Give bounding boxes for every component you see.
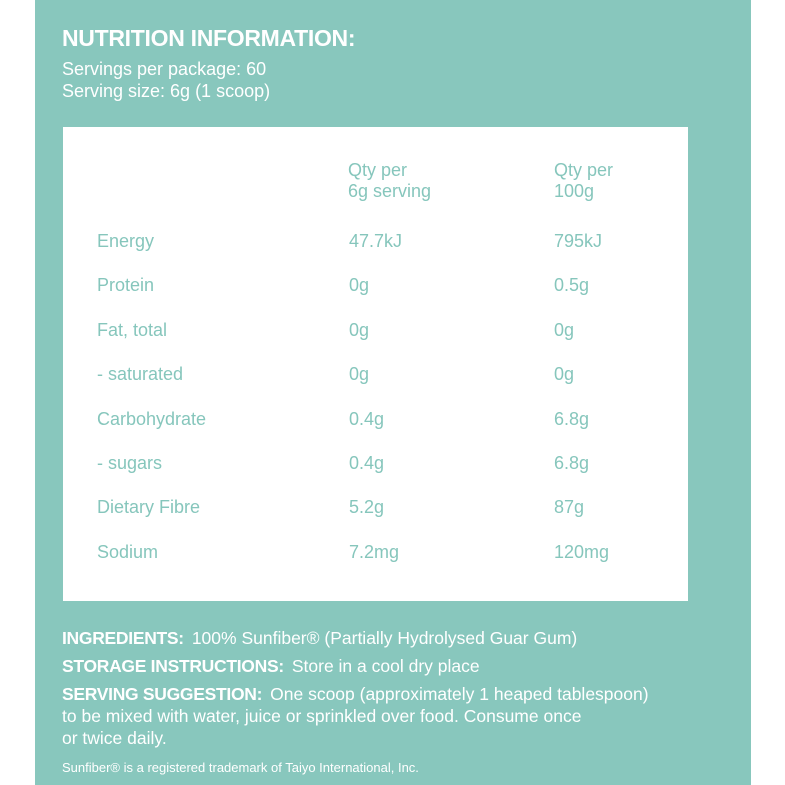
nutrient-name: - sugars [97, 453, 163, 473]
table-row [63, 409, 688, 433]
nutrient-name: Protein [97, 275, 155, 295]
column-header-line: 100g [554, 181, 595, 201]
nutrition-panel [35, 0, 751, 785]
table-row [63, 453, 688, 477]
nutrient-name: - saturated [97, 364, 184, 384]
storage-text: Store in a cool dry place [291, 656, 480, 676]
nutrient-name: Dietary Fibre [97, 497, 201, 517]
serving-size: Serving size: 6g (1 scoop) [62, 81, 271, 101]
serving-suggestion [62, 683, 649, 749]
column-header-per-serving [348, 160, 431, 202]
qty-per-serving: 0g [349, 320, 370, 340]
column-header-line: 6g serving [348, 181, 432, 201]
qty-per-100g: 0.5g [554, 275, 590, 295]
serving-label: SERVING SUGGESTION: [62, 684, 263, 704]
qty-per-serving: 0.4g [349, 453, 385, 473]
nutrient-name: Sodium [97, 542, 159, 562]
qty-per-100g: 87g [554, 497, 585, 517]
qty-per-serving: 0g [349, 275, 370, 295]
qty-per-100g: 0g [554, 364, 575, 384]
qty-per-100g: 6.8g [554, 409, 590, 429]
nutrient-name: Carbohydrate [97, 409, 207, 429]
qty-per-100g: 120mg [554, 542, 610, 562]
servings-per-package: Servings per package: 60 [62, 59, 267, 79]
serving-info [62, 58, 270, 102]
trademark-note: Sunfiber® is a registered trademark of Taiyo International, Inc. [62, 760, 419, 775]
table-row [63, 497, 688, 521]
qty-per-serving: 0g [349, 364, 370, 384]
column-header-line: Qty per [554, 160, 614, 180]
ingredients [62, 627, 577, 649]
qty-per-serving: 7.2mg [349, 542, 400, 562]
serving-text-continued: or twice daily. [62, 728, 167, 748]
page-title: NUTRITION INFORMATION: [62, 25, 356, 51]
ingredients-label: INGREDIENTS: [62, 628, 184, 648]
table-row [63, 231, 688, 255]
table-row [63, 542, 688, 566]
column-header-per-100g [554, 160, 613, 202]
qty-per-serving: 47.7kJ [349, 231, 403, 251]
qty-per-serving: 0.4g [349, 409, 385, 429]
table-row [63, 320, 688, 344]
qty-per-100g: 795kJ [554, 231, 603, 251]
serving-text-continued: to be mixed with water, juice or sprinkled over food. Consume once [62, 706, 582, 726]
table-row [63, 364, 688, 388]
ingredients-text: 100% Sunfiber® (Partially Hydrolysed Guar Gum) [191, 628, 578, 648]
nutrition-table [63, 127, 688, 601]
qty-per-serving: 5.2g [349, 497, 385, 517]
qty-per-100g: 6.8g [554, 453, 590, 473]
nutrient-name: Fat, total [97, 320, 168, 340]
table-row [63, 275, 688, 299]
storage-label: STORAGE INSTRUCTIONS: [62, 656, 284, 676]
column-header-line: Qty per [348, 160, 408, 180]
storage-instructions [62, 655, 480, 677]
serving-text: One scoop (approximately 1 heaped tablespoon) [270, 684, 649, 704]
qty-per-100g: 0g [554, 320, 575, 340]
nutrient-name: Energy [97, 231, 155, 251]
